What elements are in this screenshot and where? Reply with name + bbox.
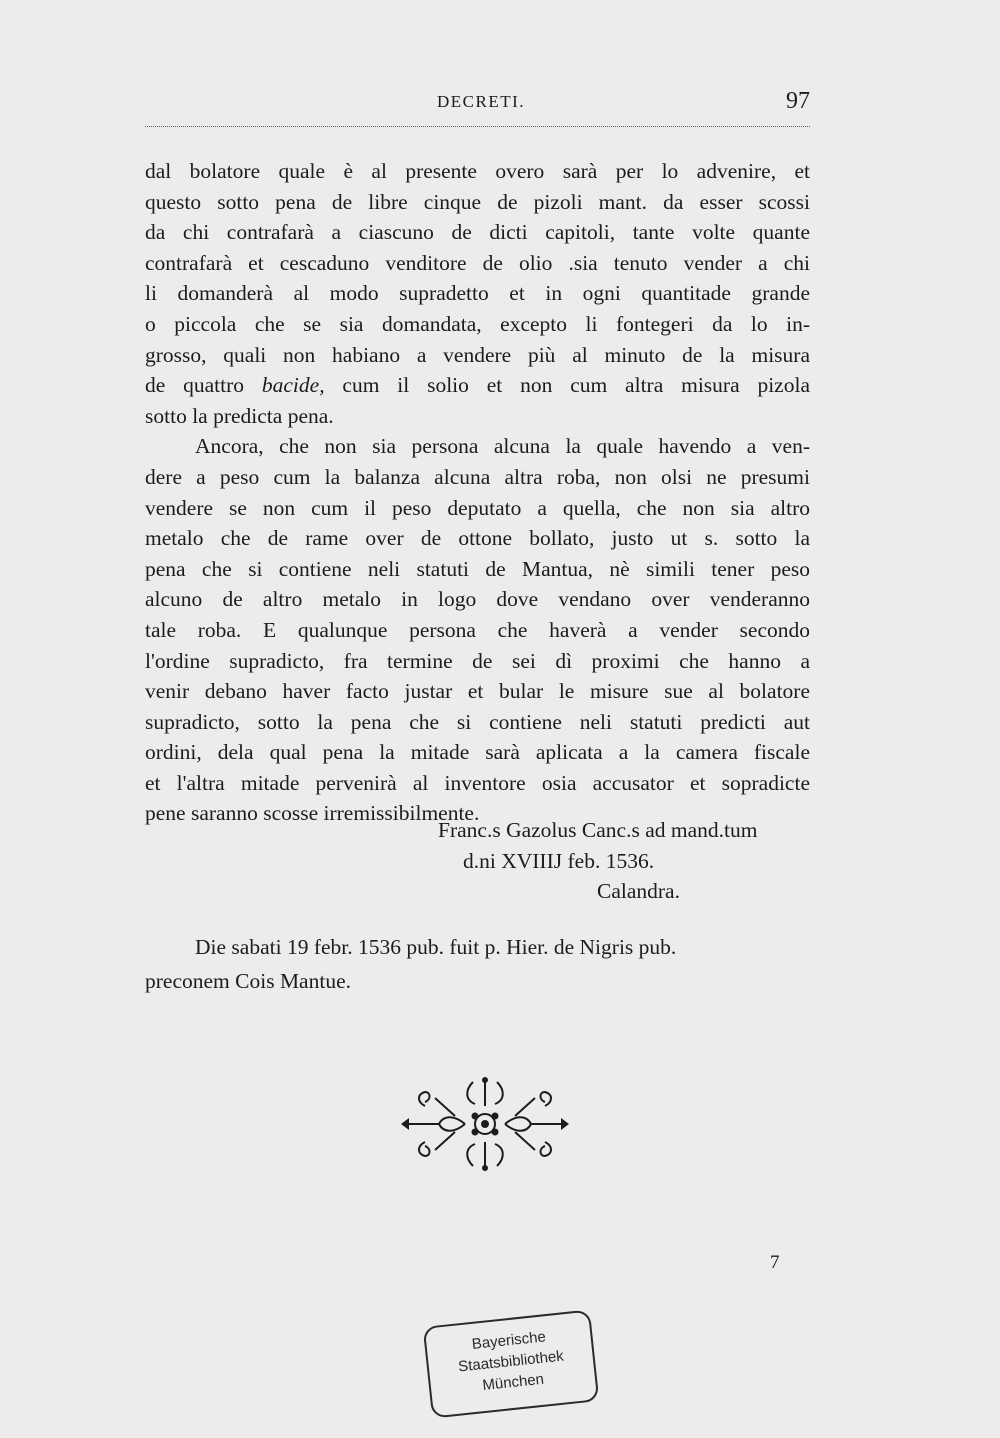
- text-line: pena che si contiene neli statuti de Mantua, nè simili tener peso: [145, 556, 810, 581]
- publication-note: [145, 930, 810, 998]
- text-line: contrafarà et cescaduno venditore de olio .sia tenuto vender a chi: [145, 250, 810, 275]
- text-line: o piccola che se sia domandata, excepto li fontegeri da lo in-: [145, 311, 810, 336]
- text-line: Ancora, che non sia persona alcuna la quale havendo a ven-: [195, 434, 810, 459]
- publication-line: Die sabati 19 febr. 1536 pub. fuit p. Hier. de Nigris pub.: [195, 935, 677, 959]
- text-line: l'ordine supradicto, fra termine de sei dì proximi che hanno a: [145, 648, 810, 673]
- text-line: vendere se non cum il peso deputato a quella, che non sia altro: [145, 495, 810, 520]
- running-head: DECRETI.: [437, 92, 526, 111]
- text-line: de quattro bacide, cum il solio et non cum altra misura pizola: [145, 373, 810, 398]
- text-line: dere a peso cum la balanza alcuna altra roba, non olsi ne presumi: [145, 464, 810, 489]
- signature-mark: 7: [770, 1252, 780, 1273]
- signature-name: Calandra.: [597, 879, 680, 904]
- signature-date: d.ni XVIIIJ feb. 1536.: [463, 848, 655, 873]
- text-line: li domanderà al modo supradetto et in ogni quantitade grande: [145, 281, 810, 306]
- body-text: [145, 156, 810, 829]
- printer-ornament-icon: [395, 1076, 575, 1172]
- text-line: dal bolatore quale è al presente overo sarà per lo advenire, et: [145, 159, 810, 183]
- stamp-line: Bayerische: [471, 1328, 547, 1353]
- library-stamp: [427, 1318, 595, 1410]
- paragraph-2: [145, 431, 810, 829]
- paragraph-1: [145, 156, 810, 431]
- signature-line: Franc.s Gazolus Canc.s ad mand.tum: [438, 818, 758, 842]
- text-line: sotto la predicta pena.: [145, 403, 334, 428]
- text-line: venir debano haver facto justar et bular le misure sue al bolatore: [145, 679, 810, 704]
- text-line: ordini, dela qual pena la mitade sarà aplicata a la camera fiscale: [145, 740, 810, 765]
- text-line: metalo che de rame over de ottone bollato, justo ut s. sotto la: [145, 526, 810, 551]
- stamp-line: München: [481, 1370, 545, 1395]
- text-line: grosso, quali non habiano a vendere più al minuto de la misura: [145, 342, 810, 367]
- text-line: da chi contrafarà a ciascuno de dicti capitoli, tante volte quante: [145, 220, 810, 245]
- signature-block: [145, 815, 810, 907]
- publication-line: preconem Cois Mantue.: [145, 969, 351, 993]
- text-line: pene saranno scosse irremissibilmente.: [145, 801, 480, 826]
- text-line: questo sotto pena de libre cinque de pizoli mant. da esser scossi: [145, 189, 810, 214]
- page-header: [145, 88, 810, 122]
- page-number: 97: [786, 88, 810, 114]
- text-line: et l'altra mitade pervenirà al inventore osia accusator et sopradicte: [145, 770, 810, 795]
- text-line: alcuno de altro metalo in logo dove vendano over venderanno: [145, 587, 810, 612]
- text-line: tale roba. E qualunque persona che haverà a vender secondo: [145, 617, 810, 642]
- stamp-line: Staatsbibliothek: [457, 1347, 565, 1376]
- text-line: supradicto, sotto la pena che si contiene neli statuti predicti aut: [145, 709, 810, 734]
- header-rule: [145, 126, 810, 127]
